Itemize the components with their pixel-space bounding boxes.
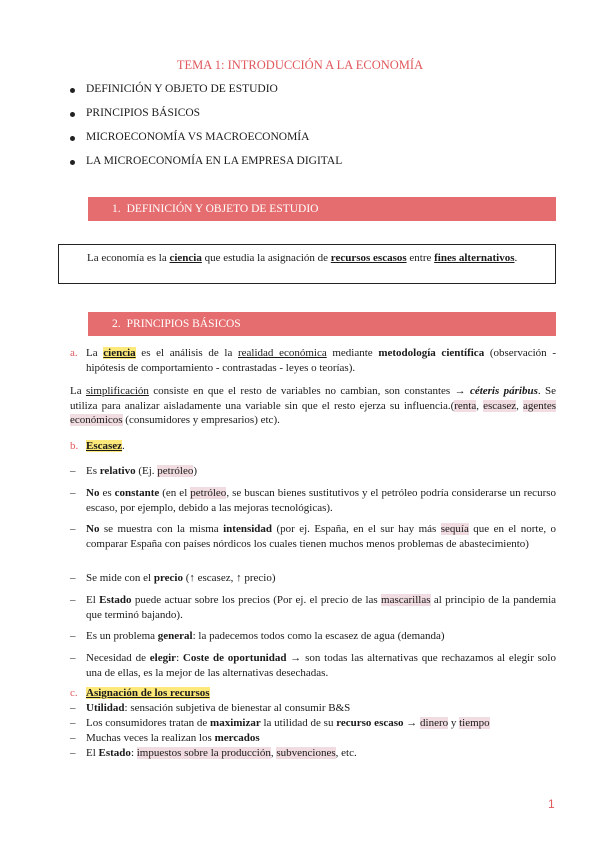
section-heading-2: 2. PRINCIPIOS BÁSICOS [88, 312, 556, 336]
page-title: TEMA 1: INTRODUCCIÓN A LA ECONOMÍA [176, 58, 424, 72]
toc-item: PRINCIPIOS BÁSICOS [70, 106, 342, 130]
toc-item: LA MICROECONOMÍA EN LA EMPRESA DIGITAL [70, 154, 342, 178]
section-heading-1: 1. DEFINICIÓN Y OBJETO DE ESTUDIO [88, 197, 556, 221]
term-recursos-escasos: recursos escasos [330, 252, 407, 264]
list-item: – Utilidad: sensación subjetiva de bienestar al consumir B&S [70, 702, 351, 714]
term-fines-alternativos: fines alternativos [434, 252, 515, 264]
list-item: – Muchas veces la realizan los mercados [70, 732, 260, 744]
bullet-icon [70, 112, 75, 117]
list-item: – No se muestra con la misma intensidad (por ej. España, en el sur hay más sequía que en el norte, o comparar España con países nórdicos los cuales tienen muchos menos problemas de abastecimiento) [70, 523, 557, 550]
list-item: – El Estado puede actuar sobre los precios (Por ej. el precio de las mascarillas al principio de la pandemia que terminó bajando). [70, 594, 557, 621]
list-item: – No es constante (en el petróleo, se buscan bienes sustitutivos y el petróleo podría considerarse un recurso escaso, por ejemplo, debido a las mejoras tecnológicas). [70, 487, 557, 514]
page-number: 1 [548, 797, 555, 811]
simplificacion-paragraph: La simplificación consiste en que el resto de variables no cambian, son constantes → céteris páribus. Se utiliza para analizar aisladamente una variable sin que el resto ejerza su influencia.(renta, escasez, agentes económicos (consumidores y empresarios) etc). [70, 385, 557, 427]
bullet-icon [70, 88, 75, 93]
bullet-icon [70, 136, 75, 141]
toc-item: DEFINICIÓN Y OBJETO DE ESTUDIO [70, 82, 342, 106]
list-item: – Es un problema general: la padecemos todos como la escasez de agua (demanda) [70, 630, 445, 642]
bullet-icon [70, 160, 75, 165]
list-item: – Se mide con el precio (↑ escasez, ↑ precio) [70, 572, 276, 584]
list-item: – Es relativo (Ej. petróleo) [70, 465, 198, 477]
point-c: c. Asignación de los recursos [70, 687, 210, 699]
list-item: – Necesidad de elegir: Coste de oportunidad → son todas las alternativas que rechazamos al elegir solo una de ellas, es la mejor de las alternativas desechadas. [70, 652, 556, 679]
point-a: a. La ciencia es el análisis de la realidad económica mediante metodología científica (observación - hipótesis de comportamiento - contrastadas - leyes o teorías). [70, 347, 556, 374]
list-item: – Los consumidores tratan de maximizar la utilidad de su recurso escaso → dinero y tiempo [70, 717, 490, 729]
table-of-contents [70, 82, 342, 178]
definition-box: La economía es la ciencia que estudia la asignación de recursos escasos entre fines alternativos. [58, 244, 556, 284]
term-ciencia: ciencia [169, 252, 202, 264]
toc-item: MICROECONOMÍA VS MACROECONOMÍA [70, 130, 342, 154]
point-b: b. Escasez. [70, 440, 125, 452]
list-item: – El Estado: impuestos sobre la producción, subvenciones, etc. [70, 747, 357, 759]
